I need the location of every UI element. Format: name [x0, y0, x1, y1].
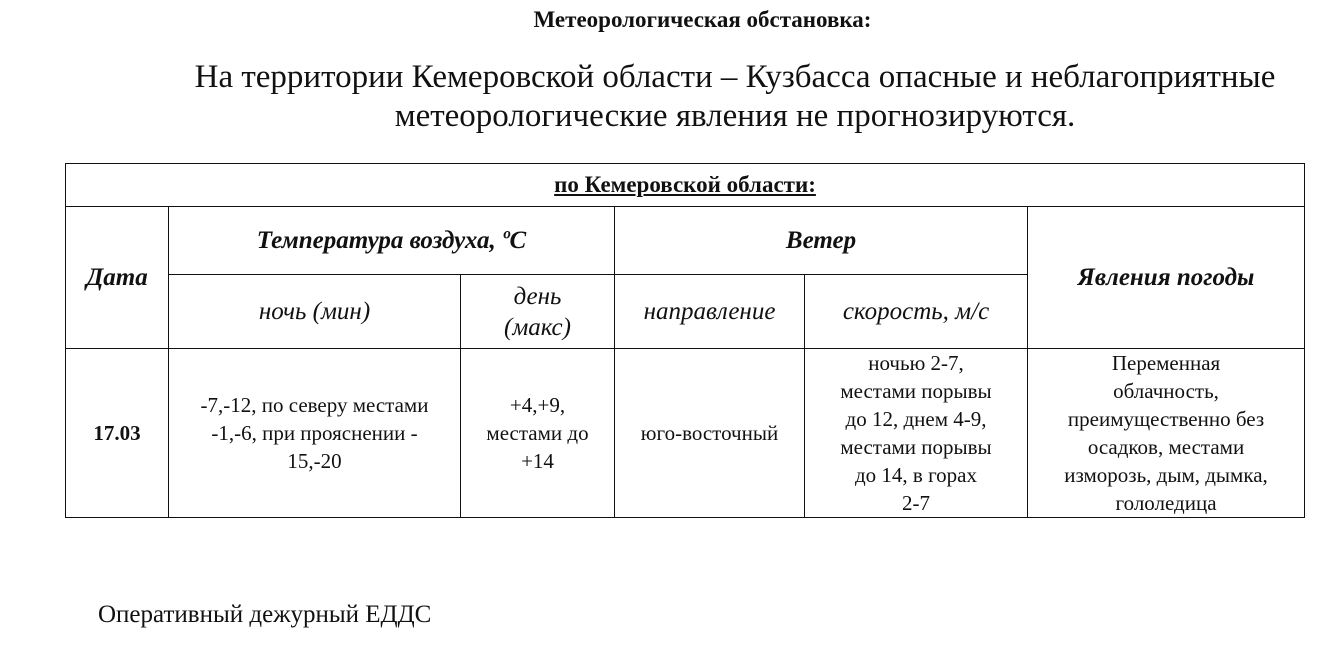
cell-weather: [1028, 349, 1305, 518]
cell-speed-line: до 14, в горах: [854, 463, 977, 487]
cell-night: [169, 349, 461, 518]
cell-day-line: местами до: [486, 421, 589, 445]
cell-weather-line: облачность,: [1113, 379, 1219, 403]
header-night: ночь (мин): [169, 275, 461, 349]
region-title: по Кемеровской области:: [66, 164, 1305, 207]
cell-weather-line: Переменная: [1111, 351, 1221, 375]
header-wind: Ветер: [615, 207, 1028, 275]
cell-speed-line: ночью 2-7,: [868, 351, 964, 375]
cell-weather-line: преимущественно без: [1067, 407, 1265, 431]
header-temperature: Температура воздуха, ºС: [169, 207, 615, 275]
cell-day: [461, 349, 615, 518]
cell-weather-line: осадков, местами: [1087, 435, 1245, 459]
cell-speed-line: местами порывы: [840, 435, 992, 459]
cell-day-line: +4,+9,: [509, 393, 566, 417]
header-day-line-2: (макс): [504, 313, 571, 341]
table-row: [66, 349, 1305, 518]
cell-weather-line: гололедица: [1115, 491, 1217, 515]
region-row: [66, 164, 1305, 207]
cell-day-line: +14: [521, 449, 554, 473]
header-weather: Явления погоды: [1028, 207, 1305, 349]
page-heading: Метеорологическая обстановка:: [533, 7, 872, 32]
header-speed: скорость, м/с: [805, 275, 1028, 349]
cell-weather-line: изморозь, дым, дымка,: [1064, 463, 1268, 487]
forecast-notice: [0, 58, 1338, 136]
cell-speed: [805, 349, 1028, 518]
signature: Оперативный дежурный ЕДДС: [98, 601, 432, 628]
cell-speed-line: до 12, днем 4-9,: [845, 407, 987, 431]
header-day-line-1: день: [513, 282, 562, 310]
notice-line-1: На территории Кемеровской области – Кузбасса опасные и неблагоприятные: [194, 59, 1276, 95]
cell-night-line: -7,-12, по северу местами: [200, 393, 429, 417]
header-date: Дата: [66, 207, 169, 349]
cell-date: 17.03: [66, 349, 169, 518]
cell-night-line: 15,-20: [287, 449, 342, 473]
cell-direction: юго-восточный: [615, 349, 805, 518]
header-row-1: [66, 207, 1305, 275]
forecast-table: [65, 163, 1305, 518]
header-direction: направление: [615, 275, 805, 349]
notice-line-2: метеорологические явления не прогнозируются.: [394, 98, 1076, 134]
cell-speed-line: 2-7: [902, 491, 930, 515]
cell-night-line: -1,-6, при прояснении -: [211, 421, 418, 445]
header-day: [461, 275, 615, 349]
cell-speed-line: местами порывы: [840, 379, 992, 403]
